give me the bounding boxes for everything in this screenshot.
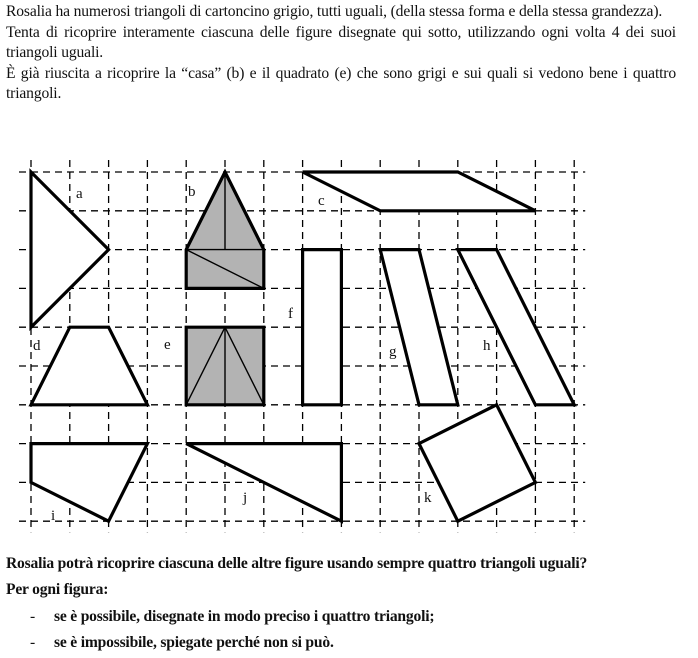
- label-d: d: [33, 338, 41, 354]
- problem-statement: [6, 2, 676, 105]
- intro-paragraph-2: Tenta di ricoprire interamente ciascuna delle figure disegnate qui sotto, utilizzando ogni volta 4 dei suoi triangoli uguali.: [6, 23, 676, 62]
- bullet-dash: -: [30, 634, 35, 652]
- label-g: g: [389, 344, 397, 360]
- label-f: f: [288, 306, 293, 322]
- instruction-bullet-2: [6, 630, 686, 656]
- label-b: b: [188, 184, 196, 200]
- shape-outline-c: [303, 172, 536, 211]
- label-e: e: [164, 337, 171, 353]
- figure-b: [186, 172, 264, 288]
- instruction-heading: Per ogni figura:: [6, 581, 109, 599]
- bullet-dash: -: [30, 607, 35, 625]
- figure-a: [31, 172, 109, 327]
- label-a: a: [76, 186, 83, 202]
- label-i: i: [51, 508, 56, 524]
- shape-outline-f: [303, 250, 342, 405]
- label-j: j: [243, 490, 248, 506]
- figure-e: [186, 327, 264, 405]
- intro-paragraph-3: È già riuscita a ricoprire la “casa” (b) e il quadrato (e) che sono grigi e sui quali si vedono bene i quattro triangoli.: [6, 64, 676, 103]
- instruction-bullet-1: [6, 604, 686, 630]
- label-c: c: [318, 193, 325, 209]
- bullet-text: se è impossibile, spiegate perché non si può.: [54, 634, 334, 652]
- figure-grid-diagram: [0, 140, 698, 540]
- questions-section: [6, 551, 686, 657]
- label-k: k: [424, 490, 432, 506]
- label-h: h: [483, 338, 491, 354]
- intro-paragraph-1: Rosalia ha numerosi triangoli di cartoncino grigio, tutti uguali, (della stessa forma e della stessa grandezza).: [6, 3, 663, 20]
- bullet-text: se è possibile, disegnate in modo preciso i quattro triangoli;: [54, 607, 435, 625]
- shape-outline-k: [419, 405, 535, 521]
- figure-c: [303, 172, 536, 211]
- main-question: Rosalia potrà ricoprire ciascuna delle altre figure usando sempre quattro triangoli uguali?: [6, 555, 588, 572]
- figure-k: [419, 405, 535, 521]
- figure-f: [303, 250, 342, 405]
- shape-outline-a: [31, 172, 109, 327]
